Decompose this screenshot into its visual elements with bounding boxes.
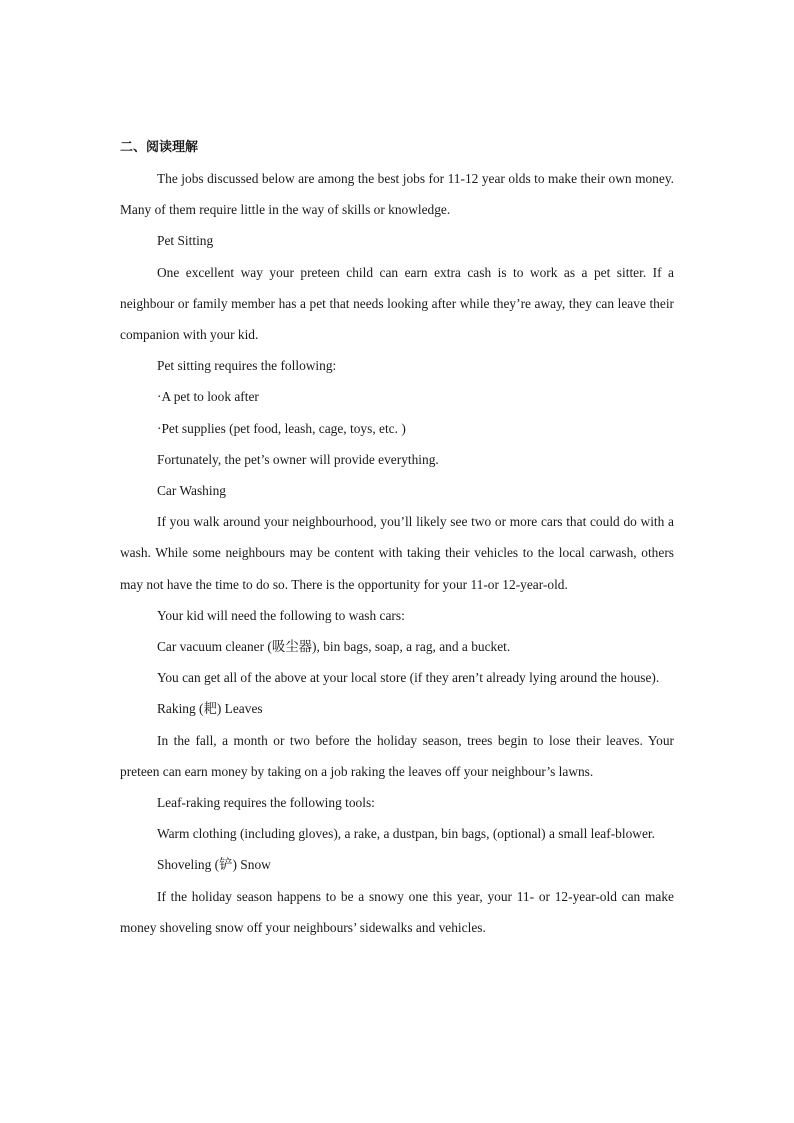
pet-sitting-list-item: ·A pet to look after (157, 389, 259, 405)
section-title: 二、阅读理解 (120, 140, 199, 155)
intro-paragraph: The jobs discussed below are among the best jobs for 11-12 year olds to make their own money. Many of them require little in the way of skills or knowledge. (120, 171, 674, 218)
pet-sitting-list-item: ·Pet supplies (pet food, leash, cage, toys, etc. ) (157, 420, 406, 436)
raking-leaves-tools: Warm clothing (including gloves), a rake, a dustpan, bin bags, (optional) a small leaf-blower. (157, 826, 655, 842)
shoveling-snow-paragraph: If the holiday season happens to be a snowy one this year, your 11- or 12-year-old can make money shoveling snow off your neighbours’ sidewalks and vehicles. (120, 888, 674, 935)
pet-sitting-paragraph: One excellent way your preteen child can earn extra cash is to work as a pet sitter. If a neighbour or family member has a pet that needs looking after while they’re away, they can leave their companion with your kid. (120, 264, 674, 343)
heading-car-washing: Car Washing (157, 483, 226, 499)
pet-sitting-note: Fortunately, the pet’s owner will provide everything. (157, 451, 439, 467)
raking-leaves-paragraph: In the fall, a month or two before the holiday season, trees begin to lose their leaves. Your preteen can earn money by taking on a job raking the leaves off your neighbour’s lawns. (120, 732, 674, 779)
pet-sitting-requirements-intro: Pet sitting requires the following: (157, 358, 337, 374)
car-washing-requirements-intro: Your kid will need the following to wash cars: (157, 607, 405, 623)
car-washing-supplies: Car vacuum cleaner (吸尘器), bin bags, soap, a rag, and a bucket. (157, 639, 511, 655)
heading-shoveling-snow: Shoveling (铲) Snow (157, 857, 271, 873)
car-washing-note: You can get all of the above at your local store (if they aren’t already lying around the house). (157, 670, 660, 686)
car-washing-paragraph: If you walk around your neighbourhood, you’ll likely see two or more cars that could do with a wash. While some neighbours may be content with taking their vehicles to the local carwash, others may not have the time to do so. There is the opportunity for your 11-or 12-year-old. (120, 514, 674, 592)
heading-raking-leaves: Raking (耙) Leaves (157, 701, 263, 717)
raking-leaves-requirements-intro: Leaf-raking requires the following tools: (157, 795, 375, 811)
heading-pet-sitting: Pet Sitting (157, 233, 214, 249)
document-page (120, 132, 674, 943)
